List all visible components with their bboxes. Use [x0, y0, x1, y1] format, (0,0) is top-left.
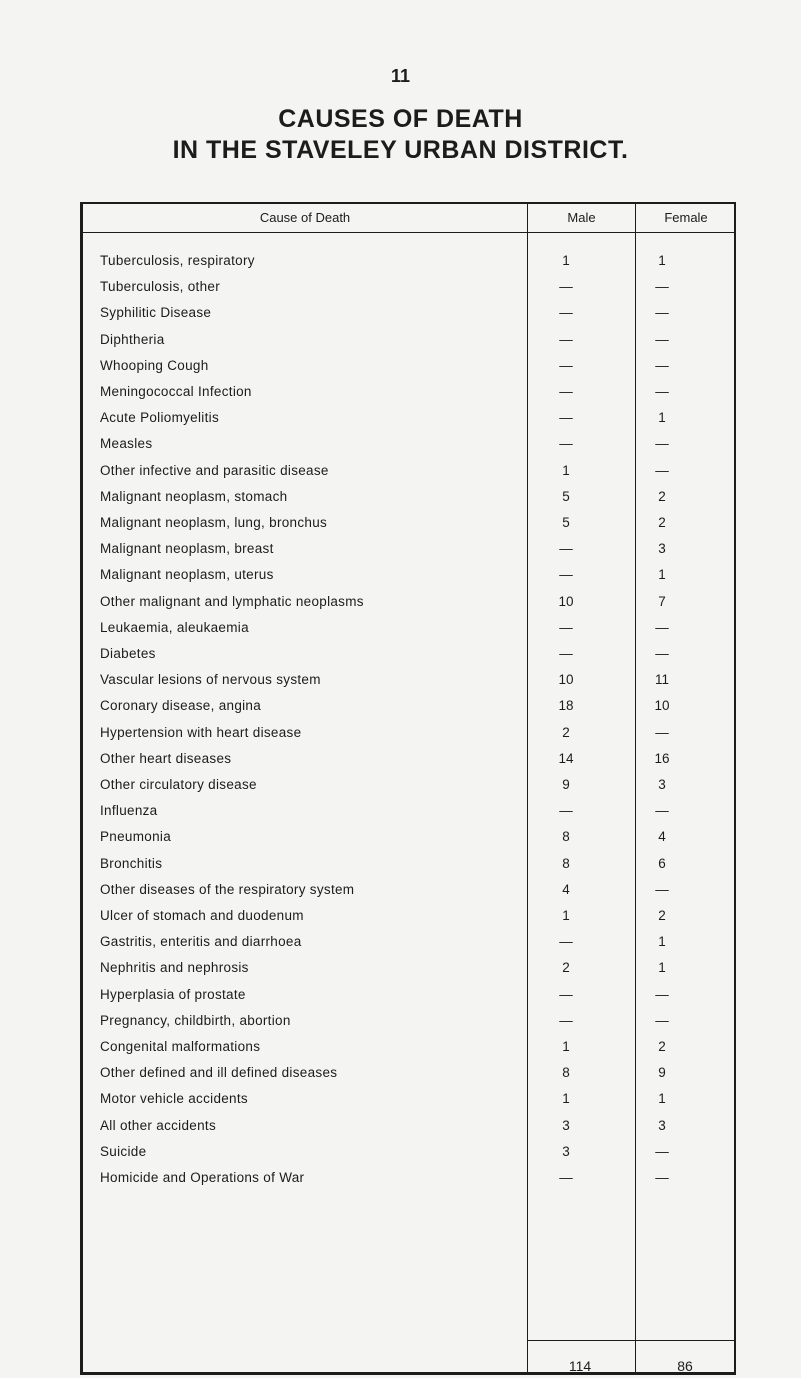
- table-row: [100, 332, 740, 352]
- table-row: [100, 1013, 740, 1033]
- table-row: [100, 1065, 740, 1085]
- female-count: 11: [654, 672, 669, 688]
- cause-label: Bronchitis: [100, 855, 163, 871]
- female-count: —: [655, 1012, 669, 1028]
- table-row: [100, 436, 740, 456]
- cause-label: Other diseases of the respiratory system: [100, 881, 355, 897]
- male-count: —: [559, 934, 573, 950]
- cause-label: Malignant neoplasm, stomach: [100, 488, 288, 504]
- cause-label: Ulcer of stomach and duodenum: [100, 908, 304, 923]
- cause-label: Tuberculosis, respiratory: [100, 253, 255, 268]
- table-row: [100, 856, 740, 876]
- cause-label: Other circulatory disease: [100, 777, 257, 792]
- female-count: 2: [658, 515, 666, 530]
- title-line-1: CAUSES OF DEATH: [278, 105, 523, 133]
- male-count: 8: [562, 855, 570, 871]
- female-count: 3: [658, 541, 666, 557]
- male-count: —: [559, 410, 573, 426]
- cause-label: Influenza: [100, 803, 158, 819]
- cause-label: Pneumonia: [100, 829, 171, 845]
- table-row: [100, 567, 740, 587]
- male-count: 10: [558, 593, 574, 609]
- cause-label: Diphtheria: [100, 331, 165, 347]
- female-count: —: [655, 619, 669, 635]
- table-row: [100, 908, 740, 928]
- female-count: 1: [658, 410, 666, 426]
- male-count: —: [559, 331, 573, 347]
- table-row: [100, 803, 740, 823]
- cause-label: Suicide: [100, 1143, 147, 1159]
- male-count: 4: [562, 881, 570, 897]
- female-count: 9: [658, 1065, 666, 1081]
- male-count: 2: [562, 960, 570, 976]
- cause-label: Vascular lesions of nervous system: [100, 672, 321, 688]
- female-count: —: [655, 803, 669, 819]
- cause-label: Hyperplasia of prostate: [100, 986, 246, 1002]
- table-row: [100, 1170, 740, 1190]
- male-count: 3: [562, 1117, 570, 1133]
- female-count: —: [655, 279, 669, 295]
- table-row: [100, 620, 740, 640]
- table-row: [100, 777, 740, 797]
- page-title: [0, 104, 801, 166]
- cause-label: Nephritis and nephrosis: [100, 960, 249, 976]
- table-row: [100, 305, 740, 325]
- male-count: 8: [562, 1065, 570, 1081]
- female-count: 10: [654, 698, 670, 714]
- table-row: [100, 646, 740, 666]
- table-row: [100, 725, 740, 745]
- table-row: [100, 829, 740, 849]
- cause-label: Malignant neoplasm, breast: [100, 541, 274, 557]
- cause-label: Meningococcal Infection: [100, 384, 252, 399]
- male-count: —: [559, 305, 573, 321]
- table-row: [100, 960, 740, 980]
- male-count: 1: [562, 1039, 570, 1054]
- cause-label: Gastritis, enteritis and diarrhoea: [100, 934, 302, 950]
- female-count: 2: [658, 1039, 666, 1054]
- female-count: —: [655, 357, 669, 373]
- table-row: [100, 410, 740, 430]
- male-count: —: [559, 541, 573, 557]
- table-row: [100, 515, 740, 535]
- cause-label: Other heart diseases: [100, 750, 232, 766]
- cause-label: Other infective and parasitic disease: [100, 462, 329, 478]
- cause-label: Malignant neoplasm, uterus: [100, 567, 274, 583]
- table-row: [100, 384, 740, 404]
- table-row: [100, 934, 740, 954]
- header-cause: Cause of Death: [259, 210, 351, 225]
- female-count: —: [655, 384, 669, 399]
- total-female: 86: [677, 1358, 693, 1374]
- male-count: —: [559, 384, 573, 399]
- female-count: 7: [658, 593, 666, 609]
- table-row: [100, 594, 740, 614]
- header-divider: [80, 232, 736, 233]
- table-row: [100, 672, 740, 692]
- female-count: —: [655, 305, 669, 321]
- male-count: —: [559, 986, 573, 1002]
- male-count: 1: [562, 908, 570, 923]
- female-count: —: [655, 331, 669, 347]
- table-row: [100, 358, 740, 378]
- cause-label: All other accidents: [100, 1117, 217, 1133]
- table-row: [100, 1039, 740, 1059]
- table-row: [100, 279, 740, 299]
- cause-label: Syphilitic Disease: [100, 305, 212, 321]
- female-count: —: [655, 724, 669, 740]
- female-count: 6: [658, 855, 666, 871]
- table-row: [100, 1091, 740, 1111]
- table-row: [100, 882, 740, 902]
- cause-label: Pregnancy, childbirth, abortion: [100, 1012, 291, 1028]
- header-male: Male: [567, 210, 596, 225]
- male-count: 3: [562, 1143, 570, 1159]
- table-row: [100, 987, 740, 1007]
- male-count: —: [559, 803, 573, 819]
- male-count: 5: [562, 515, 570, 530]
- cause-label: Other malignant and lymphatic neoplasms: [100, 593, 364, 609]
- male-count: 1: [562, 462, 570, 478]
- table-row: [100, 541, 740, 561]
- table-row: [100, 489, 740, 509]
- male-count: —: [559, 619, 573, 635]
- female-count: 2: [658, 908, 666, 923]
- female-count: —: [655, 646, 669, 661]
- female-count: 4: [658, 829, 666, 845]
- cause-label: Congenital malformations: [100, 1039, 261, 1054]
- female-count: —: [655, 1143, 669, 1159]
- female-count: 3: [658, 1117, 666, 1133]
- total-male: 114: [568, 1358, 592, 1374]
- cause-label: Other defined and ill defined diseases: [100, 1065, 338, 1081]
- female-count: 1: [658, 567, 666, 583]
- cause-label: Hypertension with heart disease: [100, 724, 302, 740]
- totals-divider: [527, 1340, 736, 1341]
- male-count: 5: [562, 488, 570, 504]
- female-count: 1: [658, 934, 666, 950]
- male-count: 1: [562, 253, 570, 268]
- female-count: 16: [654, 750, 670, 766]
- table-row: [100, 1144, 740, 1164]
- female-count: —: [655, 1170, 669, 1185]
- male-count: —: [559, 357, 573, 373]
- table-row: [100, 463, 740, 483]
- female-count: 2: [658, 488, 666, 504]
- female-count: 1: [658, 1091, 666, 1107]
- cause-label: Acute Poliomyelitis: [100, 410, 219, 426]
- female-count: —: [655, 436, 669, 452]
- male-count: —: [559, 1012, 573, 1028]
- cause-label: Motor vehicle accidents: [100, 1091, 248, 1107]
- male-count: —: [559, 279, 573, 295]
- cause-label: Coronary disease, angina: [100, 698, 262, 714]
- table-row: [100, 1118, 740, 1138]
- female-count: —: [655, 881, 669, 897]
- female-count: —: [655, 462, 669, 478]
- male-count: 8: [562, 829, 570, 845]
- female-count: 1: [658, 960, 666, 976]
- cause-label: Tuberculosis, other: [100, 279, 221, 295]
- male-count: 10: [558, 672, 574, 688]
- title-line-2: IN THE STAVELEY URBAN DISTRICT.: [172, 136, 629, 164]
- cause-label: Homicide and Operations of War: [100, 1170, 305, 1185]
- cause-label: Leukaemia, aleukaemia: [100, 619, 249, 635]
- male-count: 18: [558, 698, 574, 714]
- male-count: —: [559, 1170, 573, 1185]
- male-count: —: [559, 646, 573, 661]
- male-count: —: [559, 567, 573, 583]
- male-count: 9: [562, 777, 570, 792]
- female-count: —: [655, 986, 669, 1002]
- cause-label: Malignant neoplasm, lung, bronchus: [100, 515, 328, 530]
- header-female: Female: [664, 210, 708, 225]
- cause-label: Measles: [100, 436, 153, 452]
- male-count: 2: [562, 724, 570, 740]
- male-count: 1: [562, 1091, 570, 1107]
- table-row: [100, 253, 740, 273]
- table-row: [100, 751, 740, 771]
- table-row: [100, 698, 740, 718]
- male-count: —: [559, 436, 573, 452]
- cause-label: Diabetes: [100, 646, 156, 661]
- male-count: 14: [558, 750, 574, 766]
- female-count: 1: [658, 253, 666, 268]
- cause-label: Whooping Cough: [100, 357, 209, 373]
- female-count: 3: [658, 777, 666, 792]
- page-number: 11: [390, 66, 411, 86]
